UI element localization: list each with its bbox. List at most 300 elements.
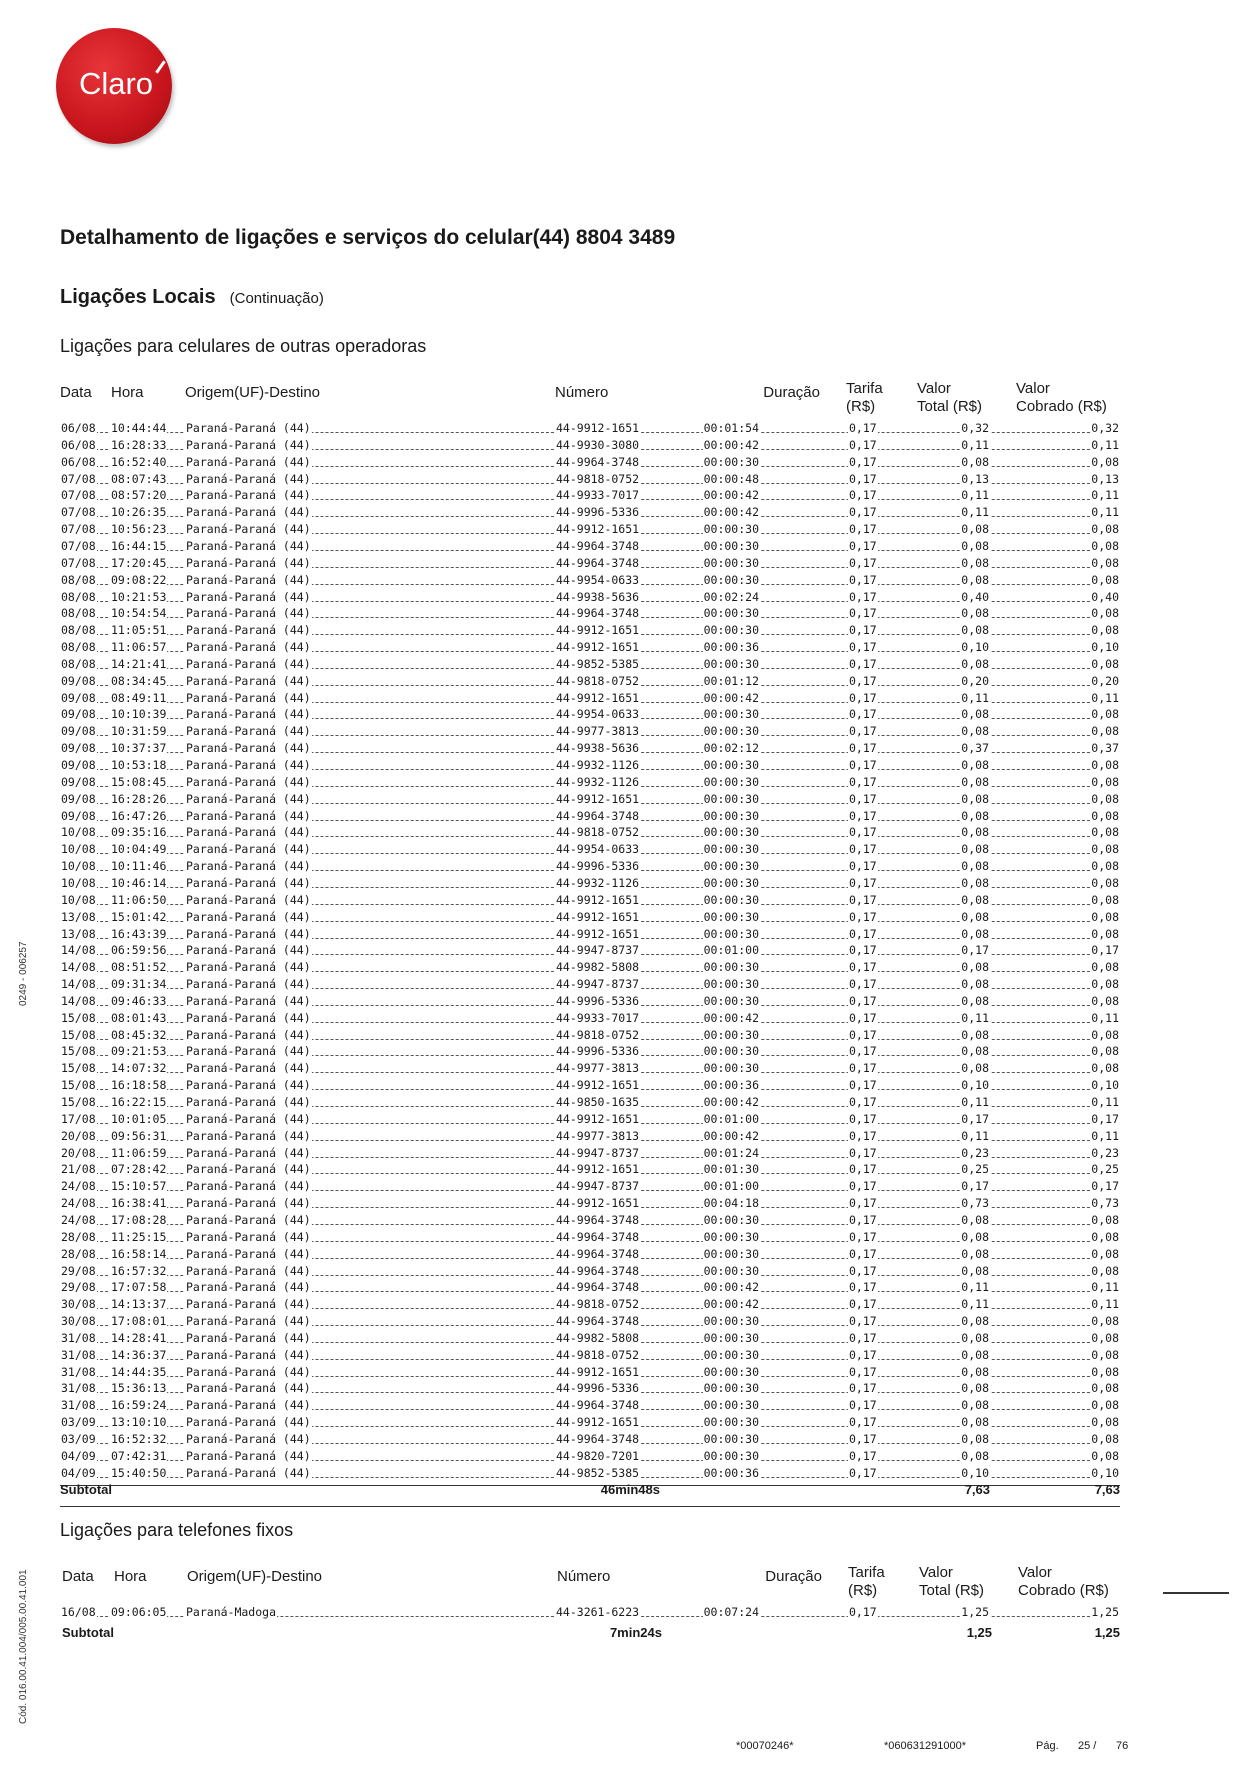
row-time: 14:36:37 bbox=[111, 1347, 167, 1362]
row-total-value: 0,08 bbox=[961, 1314, 989, 1329]
row-date: 07/08 bbox=[61, 505, 96, 520]
row-tariff: 0,17 bbox=[849, 977, 877, 992]
row-total-value: 0,08 bbox=[961, 1432, 989, 1446]
table-row bbox=[60, 1161, 1120, 1178]
table-row bbox=[60, 504, 1120, 521]
row-origin-destination: Paraná-Paraná (44) bbox=[186, 977, 311, 992]
row-origin-destination: Paraná-Paraná (44) bbox=[186, 774, 311, 789]
row-duration: 00:00:48 bbox=[703, 471, 759, 486]
row-origin-destination: Paraná-Paraná (44) bbox=[186, 1381, 311, 1396]
row-total-value: 0,08 bbox=[961, 791, 989, 806]
row-origin-destination: Paraná-Paraná (44) bbox=[186, 538, 311, 553]
row-date: 16/08 bbox=[61, 1605, 96, 1619]
row-time: 11:25:15 bbox=[111, 1229, 167, 1244]
row-duration: 00:00:30 bbox=[703, 454, 759, 469]
row-number: 44-9912-1651 bbox=[556, 421, 640, 435]
row-origin-destination: Paraná-Paraná (44) bbox=[186, 454, 311, 469]
row-date: 28/08 bbox=[61, 1246, 96, 1261]
row-tariff: 0,17 bbox=[849, 875, 877, 890]
table-row bbox=[60, 892, 1120, 909]
row-total-value: 0,08 bbox=[961, 875, 989, 890]
row-time: 09:06:05 bbox=[111, 1605, 167, 1619]
row-charged-value: 0,08 bbox=[1091, 808, 1119, 823]
col-valor-cobrado bbox=[1016, 380, 1107, 416]
table-row bbox=[60, 1178, 1120, 1195]
row-charged-value: 0,08 bbox=[1091, 1229, 1119, 1244]
row-time: 08:01:43 bbox=[111, 1010, 167, 1025]
row-charged-value: 0,25 bbox=[1091, 1162, 1119, 1177]
row-charged-value: 0,08 bbox=[1091, 1448, 1119, 1463]
row-number: 44-9954-0633 bbox=[556, 572, 640, 587]
table-row bbox=[60, 824, 1120, 841]
row-duration: 00:00:42 bbox=[703, 1128, 759, 1143]
row-time: 11:06:59 bbox=[111, 1145, 167, 1160]
table-row bbox=[60, 1347, 1120, 1364]
table2-title: Ligações para telefones fixos bbox=[60, 1520, 294, 1540]
row-number: 44-9912-1651 bbox=[556, 892, 640, 907]
row-duration: 00:07:24 bbox=[703, 1605, 759, 1619]
row-date: 31/08 bbox=[61, 1364, 96, 1379]
col-tarifa bbox=[846, 380, 883, 416]
table-row bbox=[60, 757, 1120, 774]
row-charged-value: 0,32 bbox=[1091, 421, 1119, 435]
row-total-value: 0,10 bbox=[961, 1465, 989, 1480]
row-number: 44-9818-0752 bbox=[556, 1027, 640, 1042]
row-tariff: 0,17 bbox=[849, 1381, 877, 1396]
row-duration: 00:01:12 bbox=[703, 673, 759, 688]
row-tariff: 0,17 bbox=[849, 1330, 877, 1345]
row-duration: 00:00:42 bbox=[703, 1297, 759, 1312]
row-number: 44-9912-1651 bbox=[556, 690, 640, 705]
row-tariff: 0,17 bbox=[849, 707, 877, 722]
table-row bbox=[60, 589, 1120, 606]
row-origin-destination: Paraná-Paraná (44) bbox=[186, 488, 311, 503]
row-origin-destination: Paraná-Paraná (44) bbox=[186, 1280, 311, 1295]
row-duration: 00:00:30 bbox=[703, 791, 759, 806]
row-number: 44-9912-1651 bbox=[556, 522, 640, 537]
row-total-value: 0,08 bbox=[961, 555, 989, 570]
row-tariff: 0,17 bbox=[849, 724, 877, 739]
row-number: 44-9818-0752 bbox=[556, 1347, 640, 1362]
col-valor-cobrado-line1: Valor bbox=[1018, 1564, 1052, 1581]
row-origin-destination: Paraná-Paraná (44) bbox=[186, 1078, 311, 1093]
row-charged-value: 0,40 bbox=[1091, 589, 1119, 604]
row-tariff: 0,17 bbox=[849, 1179, 877, 1194]
table-row bbox=[60, 673, 1120, 690]
table-row bbox=[60, 909, 1120, 926]
row-charged-value: 0,08 bbox=[1091, 791, 1119, 806]
row-date: 10/08 bbox=[61, 875, 96, 890]
row-time: 16:44:15 bbox=[111, 538, 167, 553]
row-time: 16:38:41 bbox=[111, 1196, 167, 1211]
row-tariff: 0,17 bbox=[849, 505, 877, 520]
row-charged-value: 0,08 bbox=[1091, 1212, 1119, 1227]
table-row bbox=[60, 420, 1120, 437]
table1-title: Ligações para celulares de outras operadoras bbox=[60, 336, 427, 356]
row-duration: 00:00:30 bbox=[703, 808, 759, 823]
row-time: 09:35:16 bbox=[111, 825, 167, 840]
row-origin-destination: Paraná-Paraná (44) bbox=[186, 960, 311, 975]
row-date: 08/08 bbox=[61, 623, 96, 638]
row-origin-destination: Paraná-Paraná (44) bbox=[186, 1061, 311, 1076]
row-origin-destination: Paraná-Paraná (44) bbox=[186, 909, 311, 924]
row-date: 30/08 bbox=[61, 1297, 96, 1312]
row-tariff: 0,17 bbox=[849, 1398, 877, 1413]
row-time: 08:34:45 bbox=[111, 673, 167, 688]
row-duration: 00:00:30 bbox=[703, 909, 759, 924]
row-tariff: 0,17 bbox=[849, 690, 877, 705]
row-date: 20/08 bbox=[61, 1128, 96, 1143]
row-date: 14/08 bbox=[61, 993, 96, 1008]
row-time: 10:53:18 bbox=[111, 758, 167, 772]
row-time: 10:46:14 bbox=[111, 875, 167, 890]
row-number: 44-9982-5808 bbox=[556, 960, 640, 975]
row-duration: 00:01:00 bbox=[703, 1111, 759, 1126]
row-total-value: 0,08 bbox=[961, 960, 989, 975]
row-total-value: 0,23 bbox=[961, 1145, 989, 1160]
row-tariff: 0,17 bbox=[849, 1145, 877, 1160]
col-valor-total bbox=[919, 1564, 984, 1600]
col-tarifa-line2: (R$) bbox=[848, 1582, 878, 1599]
row-charged-value: 0,08 bbox=[1091, 522, 1119, 537]
row-tariff: 0,17 bbox=[849, 673, 877, 688]
row-tariff: 0,17 bbox=[849, 1095, 877, 1109]
row-origin-destination: Paraná-Paraná (44) bbox=[186, 1179, 311, 1194]
row-duration: 00:00:30 bbox=[703, 1027, 759, 1042]
row-date: 07/08 bbox=[61, 522, 96, 537]
table-row bbox=[60, 622, 1120, 639]
row-total-value: 0,08 bbox=[961, 758, 989, 772]
row-number: 44-9818-0752 bbox=[556, 825, 640, 840]
row-number: 44-9964-3748 bbox=[556, 1280, 640, 1295]
table-row bbox=[60, 1010, 1120, 1027]
col-tarifa-line1: Tarifa bbox=[846, 380, 883, 397]
row-time: 07:28:42 bbox=[111, 1162, 167, 1177]
row-charged-value: 0,08 bbox=[1091, 1381, 1119, 1396]
row-date: 03/09 bbox=[61, 1432, 96, 1446]
row-origin-destination: Paraná-Paraná (44) bbox=[186, 1330, 311, 1345]
row-time: 16:18:58 bbox=[111, 1078, 167, 1093]
footer-page-total: 76 bbox=[1116, 1740, 1129, 1752]
row-time: 08:07:43 bbox=[111, 471, 167, 486]
row-charged-value: 0,08 bbox=[1091, 1330, 1119, 1345]
row-origin-destination: Paraná-Paraná (44) bbox=[186, 943, 311, 958]
row-total-value: 0,13 bbox=[961, 471, 989, 486]
row-origin-destination: Paraná-Paraná (44) bbox=[186, 1263, 311, 1278]
row-total-value: 0,08 bbox=[961, 808, 989, 823]
margin-mark bbox=[1163, 1592, 1229, 1594]
col-tarifa bbox=[848, 1564, 885, 1600]
row-charged-value: 0,17 bbox=[1091, 1179, 1119, 1194]
row-number: 44-9964-3748 bbox=[556, 538, 640, 553]
row-tariff: 0,17 bbox=[849, 1061, 877, 1076]
row-date: 15/08 bbox=[61, 1095, 96, 1109]
row-duration: 00:01:54 bbox=[703, 421, 759, 435]
row-date: 31/08 bbox=[61, 1381, 96, 1396]
row-number: 44-3261-6223 bbox=[556, 1605, 640, 1619]
table1-end-rule bbox=[60, 1506, 1120, 1507]
row-charged-value: 0,08 bbox=[1091, 1432, 1119, 1446]
row-time: 14:44:35 bbox=[111, 1364, 167, 1379]
table-row bbox=[60, 1128, 1120, 1145]
row-time: 15:40:50 bbox=[111, 1465, 167, 1480]
row-duration: 00:00:30 bbox=[703, 1229, 759, 1244]
row-charged-value: 0,08 bbox=[1091, 859, 1119, 874]
row-charged-value: 0,08 bbox=[1091, 707, 1119, 722]
col-valor-total-line2: Total (R$) bbox=[919, 1582, 985, 1599]
row-tariff: 0,17 bbox=[849, 1364, 877, 1379]
row-total-value: 0,08 bbox=[961, 1027, 989, 1042]
row-total-value: 0,20 bbox=[961, 673, 989, 688]
row-tariff: 0,17 bbox=[849, 943, 877, 958]
row-duration: 00:00:30 bbox=[703, 572, 759, 587]
row-charged-value: 0,11 bbox=[1091, 1095, 1119, 1109]
row-tariff: 0,17 bbox=[849, 1415, 877, 1430]
table-row bbox=[60, 1465, 1120, 1482]
row-duration: 00:00:30 bbox=[703, 1061, 759, 1076]
row-time: 10:56:23 bbox=[111, 522, 167, 537]
row-duration: 00:00:30 bbox=[703, 960, 759, 975]
row-number: 44-9938-5636 bbox=[556, 589, 640, 604]
row-number: 44-9850-1635 bbox=[556, 1095, 640, 1109]
row-date: 03/09 bbox=[61, 1415, 96, 1430]
row-date: 07/08 bbox=[61, 488, 96, 503]
row-charged-value: 0,37 bbox=[1091, 741, 1119, 756]
row-time: 08:57:20 bbox=[111, 488, 167, 503]
row-total-value: 0,17 bbox=[961, 1111, 989, 1126]
row-duration: 00:00:30 bbox=[703, 892, 759, 907]
row-charged-value: 0,11 bbox=[1091, 505, 1119, 520]
row-date: 15/08 bbox=[61, 1061, 96, 1076]
row-total-value: 0,08 bbox=[961, 909, 989, 924]
row-tariff: 0,17 bbox=[849, 1448, 877, 1463]
row-time: 15:01:42 bbox=[111, 909, 167, 924]
footer-page-number: 25 / bbox=[1078, 1740, 1097, 1752]
row-time: 17:08:28 bbox=[111, 1212, 167, 1227]
table-row bbox=[60, 605, 1120, 622]
subtotal-valor-cobrado: 7,63 bbox=[1094, 1482, 1120, 1497]
row-time: 14:21:41 bbox=[111, 656, 167, 671]
row-time: 17:20:45 bbox=[111, 555, 167, 570]
row-date: 13/08 bbox=[61, 909, 96, 924]
row-number: 44-9912-1651 bbox=[556, 1162, 640, 1177]
row-charged-value: 0,08 bbox=[1091, 606, 1119, 621]
row-tariff: 0,17 bbox=[849, 522, 877, 537]
row-tariff: 0,17 bbox=[849, 656, 877, 671]
row-time: 16:28:26 bbox=[111, 791, 167, 806]
row-number: 44-9933-7017 bbox=[556, 1010, 640, 1025]
row-total-value: 0,08 bbox=[961, 1347, 989, 1362]
row-charged-value: 0,08 bbox=[1091, 538, 1119, 553]
row-time: 10:37:37 bbox=[111, 741, 167, 756]
row-duration: 00:00:42 bbox=[703, 1280, 759, 1295]
row-number: 44-9933-7017 bbox=[556, 488, 640, 503]
row-charged-value: 0,08 bbox=[1091, 1314, 1119, 1329]
row-time: 09:08:22 bbox=[111, 572, 167, 587]
row-time: 15:08:45 bbox=[111, 774, 167, 789]
row-date: 15/08 bbox=[61, 1044, 96, 1059]
row-date: 24/08 bbox=[61, 1196, 96, 1211]
row-total-value: 1,25 bbox=[961, 1605, 989, 1619]
row-total-value: 0,08 bbox=[961, 977, 989, 992]
row-charged-value: 0,08 bbox=[1091, 758, 1119, 772]
row-origin-destination: Paraná-Paraná (44) bbox=[186, 623, 311, 638]
table-row bbox=[60, 1263, 1120, 1280]
table-row bbox=[60, 926, 1120, 943]
row-date: 10/08 bbox=[61, 892, 96, 907]
row-time: 10:01:05 bbox=[111, 1111, 167, 1126]
row-date: 09/08 bbox=[61, 808, 96, 823]
row-tariff: 0,17 bbox=[849, 1229, 877, 1244]
col-valor-total-line1: Valor bbox=[917, 380, 951, 397]
table-row bbox=[60, 774, 1120, 791]
row-number: 44-9912-1651 bbox=[556, 1078, 640, 1093]
table-row bbox=[60, 1229, 1120, 1246]
table-row bbox=[60, 1296, 1120, 1313]
table-row bbox=[60, 1448, 1120, 1465]
row-charged-value: 0,08 bbox=[1091, 960, 1119, 975]
row-origin-destination: Paraná-Paraná (44) bbox=[186, 1095, 311, 1109]
row-charged-value: 0,23 bbox=[1091, 1145, 1119, 1160]
row-tariff: 0,17 bbox=[849, 1246, 877, 1261]
row-charged-value: 0,08 bbox=[1091, 572, 1119, 587]
row-total-value: 0,17 bbox=[961, 943, 989, 958]
row-date: 31/08 bbox=[61, 1330, 96, 1345]
row-origin-destination: Paraná-Paraná (44) bbox=[186, 1297, 311, 1312]
row-origin-destination: Paraná-Paraná (44) bbox=[186, 1398, 311, 1413]
row-charged-value: 0,08 bbox=[1091, 1246, 1119, 1261]
section-title bbox=[60, 286, 324, 309]
row-total-value: 0,11 bbox=[961, 1095, 989, 1109]
row-duration: 00:00:30 bbox=[703, 623, 759, 638]
row-tariff: 0,17 bbox=[849, 1280, 877, 1295]
row-charged-value: 0,08 bbox=[1091, 1061, 1119, 1076]
row-tariff: 0,17 bbox=[849, 993, 877, 1008]
row-total-value: 0,08 bbox=[961, 1044, 989, 1059]
row-duration: 00:01:30 bbox=[703, 1162, 759, 1177]
row-tariff: 0,17 bbox=[849, 909, 877, 924]
row-duration: 00:00:30 bbox=[703, 1398, 759, 1413]
table-row bbox=[60, 1145, 1120, 1162]
row-number: 44-9964-3748 bbox=[556, 1229, 640, 1244]
table-row bbox=[60, 555, 1120, 572]
row-duration: 00:00:30 bbox=[703, 926, 759, 941]
row-duration: 00:00:30 bbox=[703, 1381, 759, 1396]
col-tarifa-line2: (R$) bbox=[846, 398, 876, 415]
row-duration: 00:04:18 bbox=[703, 1196, 759, 1211]
col-valor-total-line1: Valor bbox=[919, 1564, 953, 1581]
row-date: 15/08 bbox=[61, 1010, 96, 1025]
row-total-value: 0,08 bbox=[961, 1415, 989, 1430]
table-row bbox=[60, 959, 1120, 976]
row-number: 44-9912-1651 bbox=[556, 1364, 640, 1379]
row-charged-value: 0,17 bbox=[1091, 943, 1119, 958]
row-total-value: 0,08 bbox=[961, 774, 989, 789]
row-tariff: 0,17 bbox=[849, 892, 877, 907]
table-row bbox=[60, 1060, 1120, 1077]
row-total-value: 0,08 bbox=[961, 825, 989, 840]
row-duration: 00:00:30 bbox=[703, 555, 759, 570]
page-title: Detalhamento de ligações e serviços do celular(44) 8804 3489 bbox=[60, 226, 676, 249]
row-tariff: 0,17 bbox=[849, 1347, 877, 1362]
row-duration: 00:00:42 bbox=[703, 1010, 759, 1025]
subtotal-label: Subtotal bbox=[62, 1625, 114, 1640]
row-total-value: 0,40 bbox=[961, 589, 989, 604]
section-title-text: Ligações Locais bbox=[60, 286, 216, 308]
row-number: 44-9932-1126 bbox=[556, 758, 640, 772]
row-total-value: 0,11 bbox=[961, 505, 989, 520]
row-number: 44-9977-3813 bbox=[556, 1128, 640, 1143]
row-charged-value: 0,08 bbox=[1091, 454, 1119, 469]
row-duration: 00:00:30 bbox=[703, 606, 759, 621]
row-charged-value: 0,10 bbox=[1091, 1465, 1119, 1480]
row-time: 16:28:33 bbox=[111, 437, 167, 452]
col-valor-total-line2: Total (R$) bbox=[917, 398, 983, 415]
row-origin-destination: Paraná-Paraná (44) bbox=[186, 926, 311, 941]
row-time: 16:57:32 bbox=[111, 1263, 167, 1278]
row-duration: 00:00:30 bbox=[703, 859, 759, 874]
row-date: 13/08 bbox=[61, 926, 96, 941]
row-tariff: 0,17 bbox=[849, 538, 877, 553]
row-charged-value: 0,11 bbox=[1091, 1010, 1119, 1025]
row-number: 44-9912-1651 bbox=[556, 791, 640, 806]
row-total-value: 0,08 bbox=[961, 926, 989, 941]
row-origin-destination: Paraná-Paraná (44) bbox=[186, 808, 311, 823]
row-origin-destination: Paraná-Paraná (44) bbox=[186, 892, 311, 907]
row-charged-value: 0,08 bbox=[1091, 825, 1119, 840]
table-row bbox=[60, 1212, 1120, 1229]
table-row bbox=[60, 1077, 1120, 1094]
row-duration: 00:01:00 bbox=[703, 943, 759, 958]
subtotal-valor-total: 1,25 bbox=[966, 1625, 992, 1640]
row-time: 08:45:32 bbox=[111, 1027, 167, 1042]
row-total-value: 0,08 bbox=[961, 842, 989, 857]
col-duracao: Duração bbox=[763, 384, 820, 401]
row-duration: 00:00:36 bbox=[703, 1465, 759, 1480]
row-number: 44-9964-3748 bbox=[556, 808, 640, 823]
row-time: 10:04:49 bbox=[111, 842, 167, 857]
row-number: 44-9977-3813 bbox=[556, 724, 640, 739]
row-tariff: 0,17 bbox=[849, 791, 877, 806]
row-duration: 00:00:30 bbox=[703, 1263, 759, 1278]
row-date: 28/08 bbox=[61, 1229, 96, 1244]
row-total-value: 0,11 bbox=[961, 1280, 989, 1295]
row-duration: 00:00:30 bbox=[703, 1314, 759, 1329]
row-date: 31/08 bbox=[61, 1398, 96, 1413]
subtotal-label: Subtotal bbox=[60, 1482, 112, 1497]
row-origin-destination: Paraná-Paraná (44) bbox=[186, 572, 311, 587]
row-number: 44-9852-5385 bbox=[556, 656, 640, 671]
row-date: 08/08 bbox=[61, 656, 96, 671]
table-row bbox=[60, 1043, 1120, 1060]
row-total-value: 0,08 bbox=[961, 454, 989, 469]
row-tariff: 0,17 bbox=[849, 589, 877, 604]
row-origin-destination: Paraná-Paraná (44) bbox=[186, 421, 311, 435]
row-origin-destination: Paraná-Paraná (44) bbox=[186, 1145, 311, 1160]
row-date: 09/08 bbox=[61, 690, 96, 705]
row-date: 10/08 bbox=[61, 842, 96, 857]
row-duration: 00:00:30 bbox=[703, 724, 759, 739]
section-continuation: (Continuação) bbox=[229, 290, 324, 307]
row-origin-destination: Paraná-Paraná (44) bbox=[186, 1212, 311, 1227]
row-duration: 00:00:30 bbox=[703, 1044, 759, 1059]
col-data: Data bbox=[60, 384, 92, 401]
row-total-value: 0,08 bbox=[961, 1398, 989, 1413]
row-tariff: 0,17 bbox=[849, 926, 877, 941]
row-number: 44-9996-5336 bbox=[556, 859, 640, 874]
row-duration: 00:00:30 bbox=[703, 707, 759, 722]
row-duration: 00:00:30 bbox=[703, 1448, 759, 1463]
